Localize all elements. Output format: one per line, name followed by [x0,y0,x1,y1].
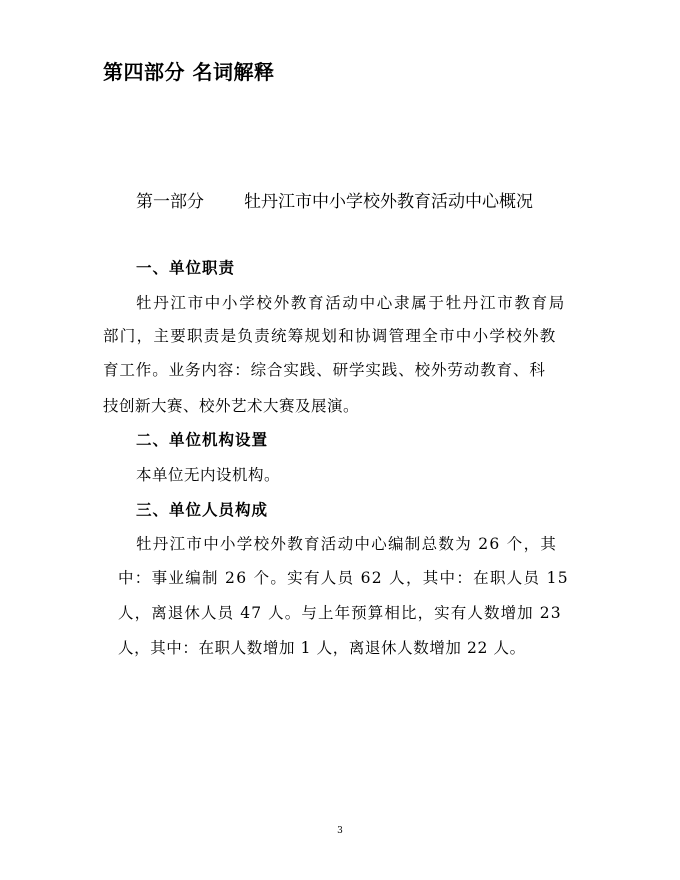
paragraph-line: 育工作。业务内容：综合实践、研学实践、校外劳动教育、科 [103,361,546,379]
chapter-number: 第一部分 [136,192,204,212]
section-heading: 一、单位职责 [136,258,236,277]
chapter-name: 牡丹江市中小学校外教育活动中心概况 [244,192,533,212]
paragraph-line: 牡丹江市中小学校外教育活动中心编制总数为 26 个，其 [136,535,558,553]
paragraph-line: 人，其中：在职人数增加 1 人，离退休人数增加 22 人。 [118,639,526,657]
section-heading: 三、单位人员构成 [136,500,269,519]
paragraph-line: 技创新大赛、校外艺术大赛及展演。 [103,397,360,415]
section-heading: 二、单位机构设置 [136,430,269,449]
part-heading: 第四部分 名词解释 [103,60,275,84]
paragraph-line: 牡丹江市中小学校外教育活动中心隶属于牡丹江市教育局 [136,294,567,312]
paragraph-line: 人，离退休人员 47 人。与上年预算相比，实有人数增加 23 [118,604,562,622]
paragraph-line: 部门，主要职责是负责统筹规划和协调管理全市中小学校外教 [103,327,557,345]
paragraph-line: 中：事业编制 26 个。实有人员 62 人，其中：在职人员 15 [118,569,569,587]
page-number: 3 [337,826,343,836]
paragraph-line: 本单位无内设机构。 [136,466,281,484]
